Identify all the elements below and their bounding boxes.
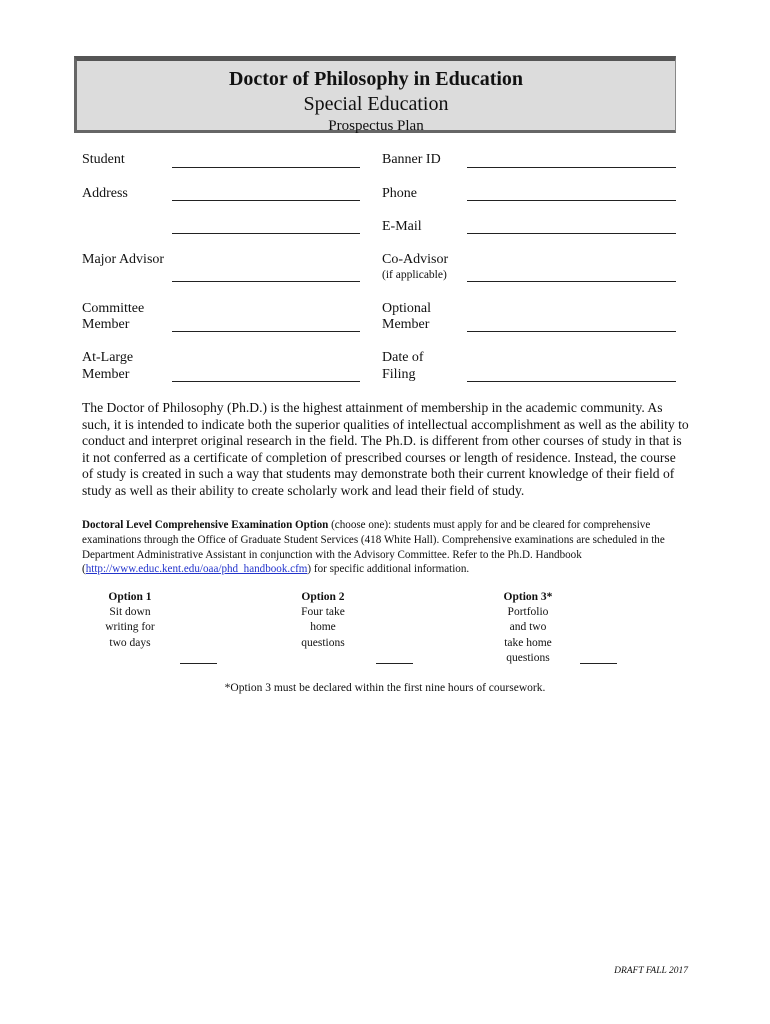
option-2-line-3: questions: [301, 636, 345, 649]
major-advisor-field[interactable]: [172, 281, 360, 282]
option-1-line-1: Sit down: [109, 606, 151, 619]
form-plan-label: Prospectus Plan: [328, 118, 424, 134]
co-advisor-note: (if applicable): [382, 269, 447, 281]
atlarge-member-label-2: Member: [82, 367, 130, 382]
phone-label: Phone: [382, 186, 417, 201]
form-subtitle: Special Education: [303, 93, 449, 115]
date-of-filing-label-2: Filing: [382, 367, 416, 382]
committee-member-label-2: Member: [82, 317, 130, 332]
atlarge-member-label-1: At-Large: [82, 350, 134, 365]
optional-member-field[interactable]: [467, 331, 676, 332]
exam-heading: Doctoral Level Comprehensive Examination Option: [82, 519, 329, 531]
exam-text-2: ) for specific additional information.: [307, 563, 470, 576]
option-3-note: *Option 3 must be declared within the first nine hours of coursework.: [224, 682, 546, 694]
email-label: E-Mail: [382, 219, 422, 234]
option-1-line-2: writing for: [105, 621, 155, 634]
co-advisor-label: Co-Advisor: [382, 252, 449, 267]
option-1-checkbox-line[interactable]: [180, 663, 217, 664]
address-field-line-2[interactable]: [172, 233, 360, 234]
intro-paragraph: The Doctor of Philosophy (Ph.D.) is the highest attainment of membership in the academic community. As such, it is intended to indicate both the superior qualities of intellectual accomplishment as well as the ability to conduct and interpret original research in the field. The Ph.D. is different from other courses of study in that is it not conferred as a certificate of completion of prescribed courses or length of residence. Instead, the course of study is created in such a way that students may demonstrate both their current knowledge of their field of study as well as their ability to create scholarly work and lead their field of study.: [82, 400, 689, 498]
address-label: Address: [82, 186, 128, 201]
exam-paragraph: [82, 518, 692, 577]
option-2-line-1: Four take: [301, 606, 345, 619]
option-2-line-2: home: [310, 621, 336, 634]
option-3: [486, 590, 570, 666]
committee-member-field[interactable]: [172, 331, 360, 332]
option-1: [90, 590, 170, 651]
atlarge-member-field[interactable]: [172, 381, 360, 382]
student-field[interactable]: [172, 167, 360, 168]
option-3-line-1: Portfolio: [507, 606, 549, 619]
option-2: [283, 590, 363, 651]
co-advisor-field[interactable]: [467, 281, 676, 282]
option-2-title: Option 2: [301, 591, 345, 603]
email-field[interactable]: [467, 233, 676, 234]
option-1-title: Option 1: [108, 591, 152, 603]
option-1-line-3: two days: [109, 636, 151, 649]
address-field-line-1[interactable]: [172, 200, 360, 201]
phone-field[interactable]: [467, 200, 676, 201]
committee-member-label-1: Committee: [82, 301, 145, 316]
date-of-filing-label-1: Date of: [382, 350, 424, 365]
option-3-line-2: and two: [509, 621, 547, 634]
optional-member-label-1: Optional: [382, 301, 431, 316]
form-header: [74, 56, 676, 133]
draft-footer: DRAFT FALL 2017: [614, 966, 688, 976]
option-2-checkbox-line[interactable]: [376, 663, 413, 664]
exam-text-1: (choose one): students must apply for and be cleared for comprehensive examinations through the Office of Graduate Student Services (418 White Hall). Comprehensive examinations are scheduled in the Department Administrative Assistant in conjunction with the Advisory Committee. Refer to the Ph.D. Handbook (: [82, 519, 665, 576]
banner-id-field[interactable]: [467, 167, 676, 168]
optional-member-label-2: Member: [382, 317, 430, 332]
option-3-line-4: questions: [506, 651, 550, 664]
major-advisor-label: Major Advisor: [82, 252, 165, 267]
date-of-filing-field[interactable]: [467, 381, 676, 382]
option-3-line-3: take home: [504, 636, 552, 649]
form-title: Doctor of Philosophy in Education: [228, 68, 524, 90]
student-label: Student: [82, 152, 125, 167]
option-3-checkbox-line[interactable]: [580, 663, 617, 664]
banner-id-label: Banner ID: [382, 152, 441, 167]
option-3-title: Option 3*: [503, 591, 553, 603]
handbook-link[interactable]: http://www.educ.kent.edu/oaa/phd_handbook.cfm: [85, 563, 308, 576]
